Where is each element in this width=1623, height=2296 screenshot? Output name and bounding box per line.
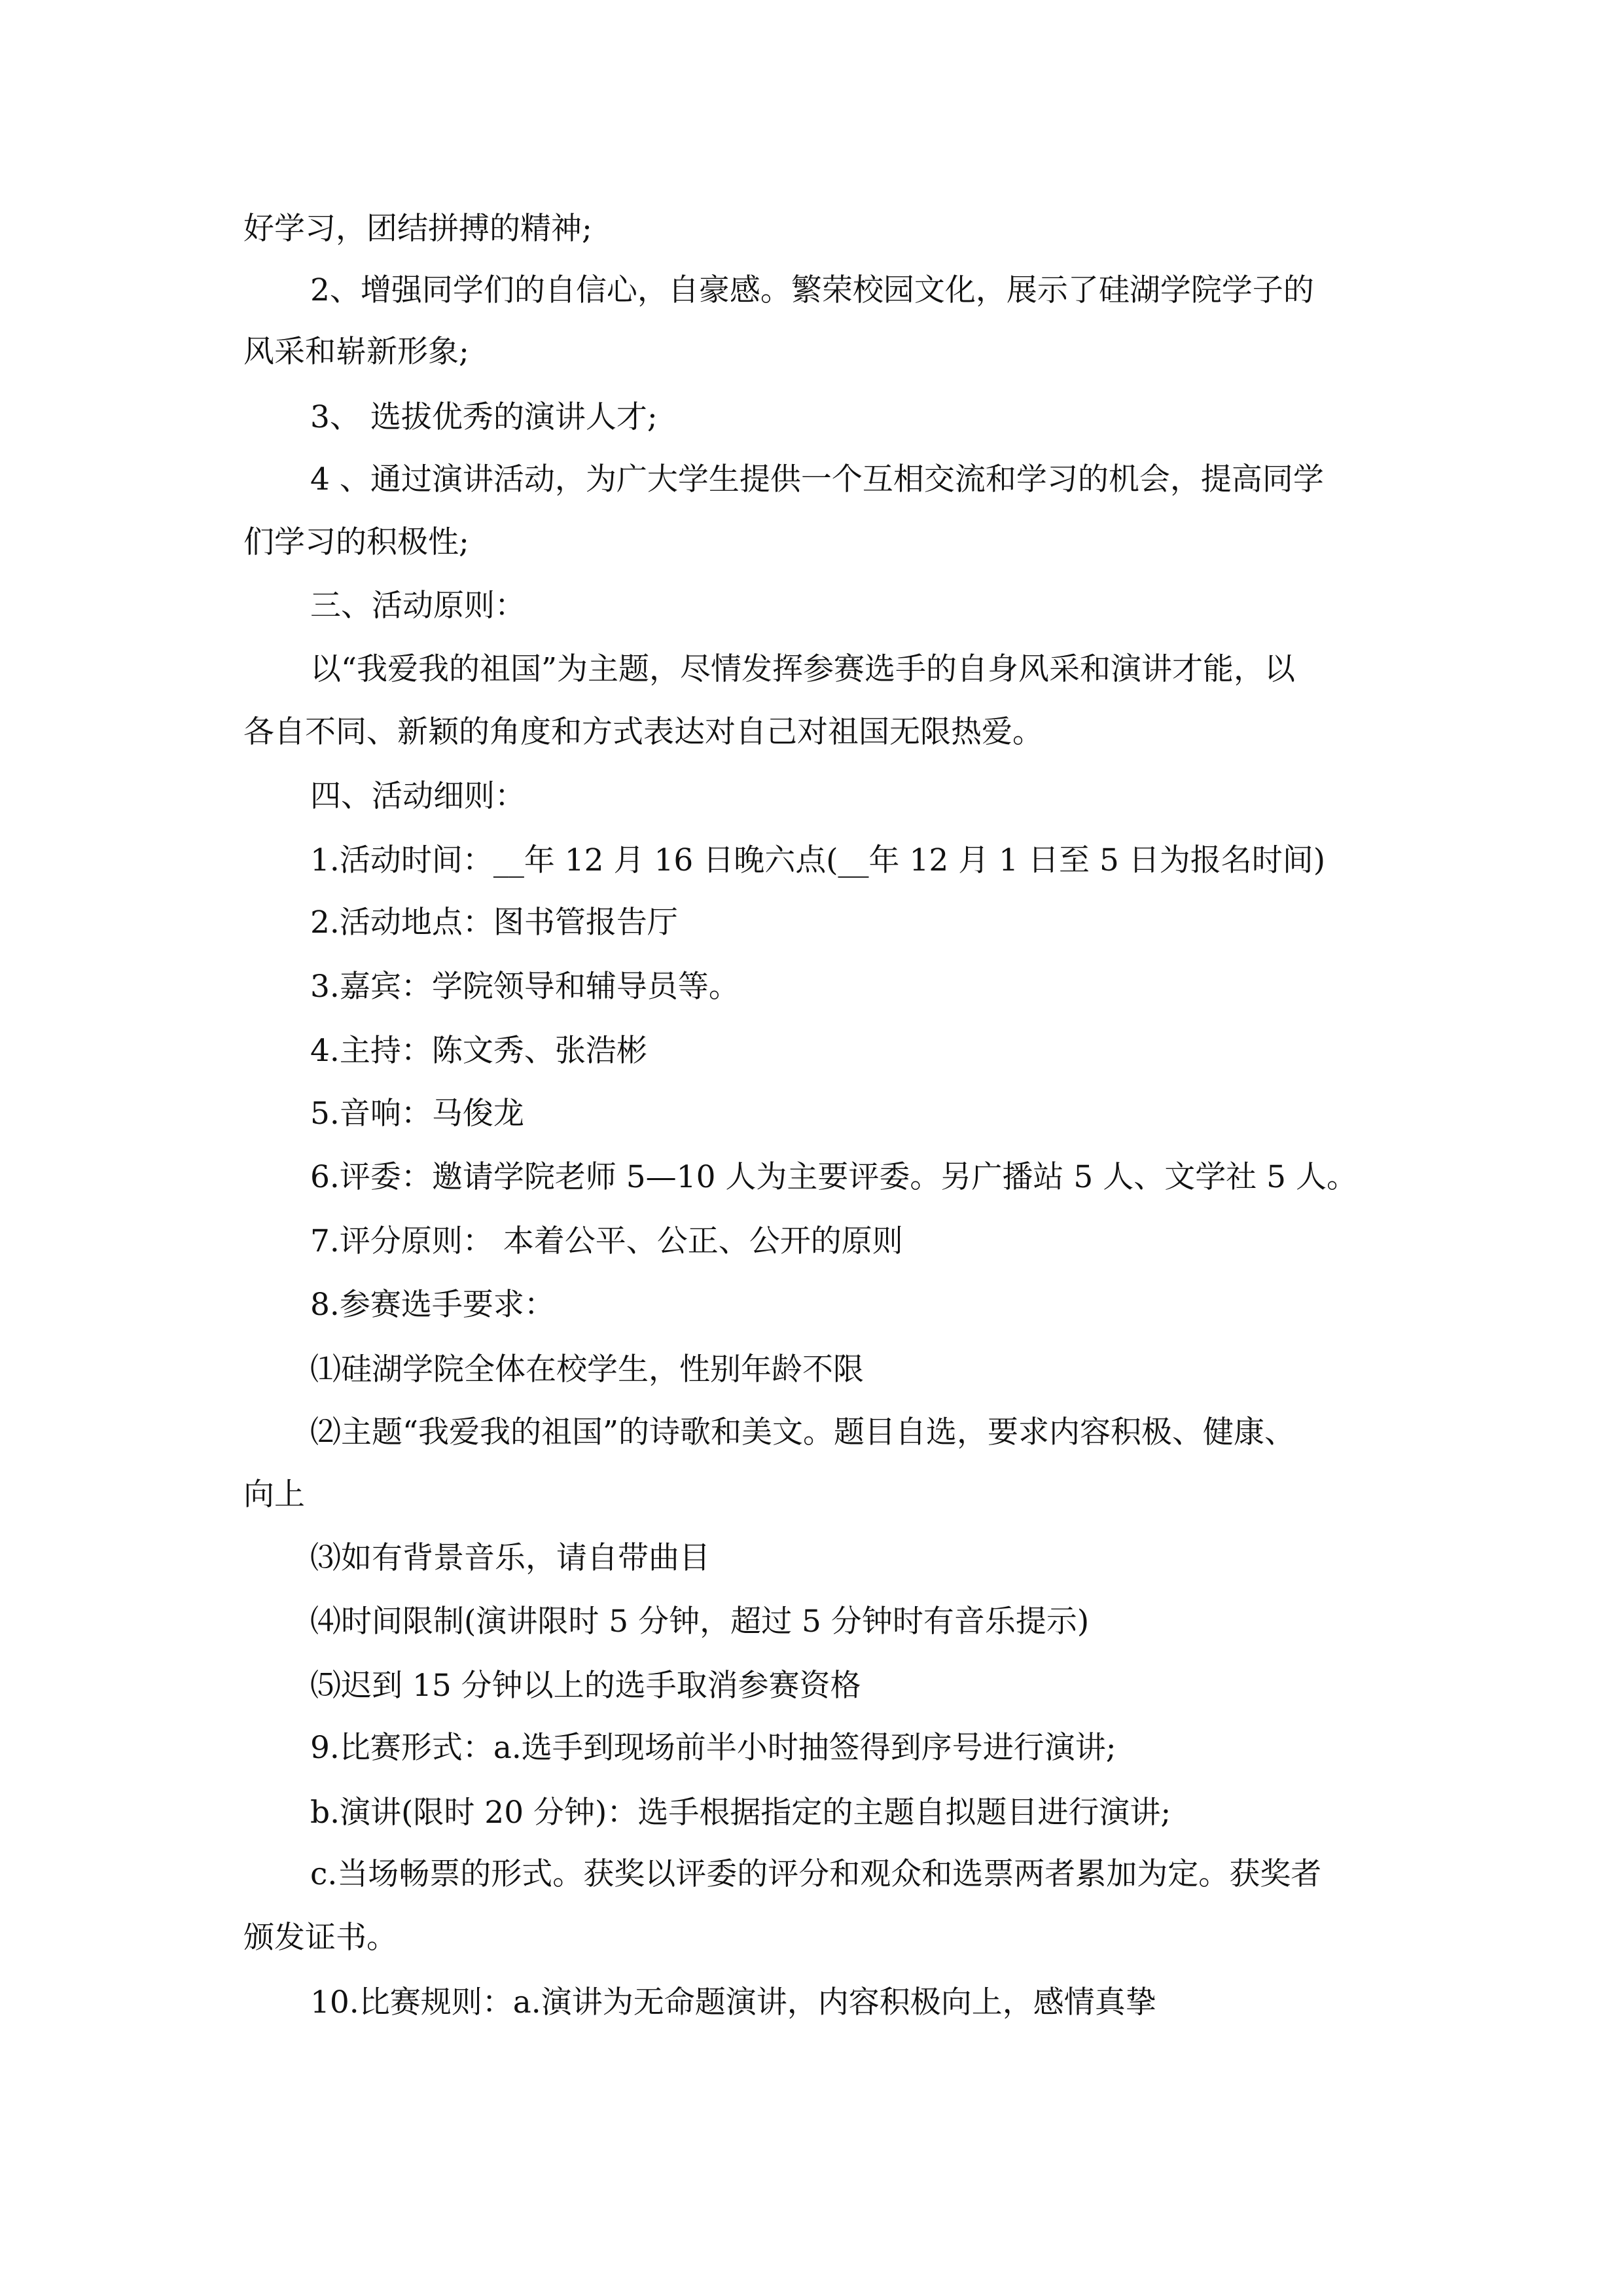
paragraph-line: 颁发证书。: [243, 1920, 397, 1956]
list-item: 3.嘉宾：学院领导和辅导员等。: [310, 969, 740, 1005]
list-item: 8.参赛选手要求：: [310, 1287, 555, 1323]
list-item: b.演讲(限时 20 分钟)：选手根据指定的主题自拟题目进行演讲;: [310, 1795, 1171, 1831]
list-item: ⑸迟到 15 分钟以上的选手取消参赛资格: [310, 1668, 861, 1704]
list-item: 2.活动地点：图书管报告厅: [310, 905, 678, 941]
list-item: ⑴硅湖学院全体在校学生，性别年龄不限: [310, 1352, 864, 1388]
paragraph-line: 2、增强同学们的自信心，自豪感。繁荣校园文化，展示了硅湖学院学子的: [310, 272, 1314, 308]
list-item: 7.评分原则： 本着公平、公正、公开的原则: [310, 1223, 903, 1259]
list-item: 10.比赛规则：a.演讲为无命题演讲，内容积极向上，感情真挚: [310, 1984, 1156, 2020]
section-heading: 三、活动原则：: [310, 588, 526, 624]
list-item: 6.评委：邀请学院老师 5—10 人为主要评委。另广播站 5 人、文学社 5 人。: [310, 1159, 1357, 1195]
list-item: c.当场畅票的形式。获奖以评委的评分和观众和选票两者累加为定。获奖者: [310, 1856, 1322, 1892]
list-item: 9.比赛形式：a.选手到现场前半小时抽签得到序号进行演讲;: [310, 1730, 1116, 1766]
paragraph-line: 各自不同、新颖的角度和方式表达对自己对祖国无限热爱。: [243, 714, 1043, 750]
list-item: ⑵主题“我爱我的祖国”的诗歌和美文。题目自选，要求内容积极、健康、: [310, 1414, 1296, 1450]
section-heading: 四、活动细则：: [310, 778, 526, 814]
list-item: 5.音响：马俊龙: [310, 1096, 524, 1132]
list-item: ⑶如有背景音乐，请自带曲目: [310, 1540, 710, 1576]
list-item: ⑷时间限制(演讲限时 5 分钟，超过 5 分钟时有音乐提示): [310, 1604, 1090, 1640]
paragraph-line: 们学习的积极性;: [243, 524, 469, 560]
paragraph-line: 3、 选拔优秀的演讲人才;: [310, 399, 658, 435]
paragraph-line: 向上: [243, 1477, 305, 1513]
list-item: 4.主持：陈文秀、张浩彬: [310, 1033, 647, 1069]
paragraph-line: 好学习，团结拼搏的精神;: [243, 211, 592, 247]
paragraph-line: 4 、通过演讲活动，为广大学生提供一个互相交流和学习的机会，提高同学: [310, 461, 1324, 497]
list-item: 1.活动时间：__年 12 月 16 日晚六点(__年 12 月 1 日至 5 日为报名时间): [310, 842, 1326, 878]
paragraph-line: 以“我爱我的祖国”为主题，尽情发挥参赛选手的自身风采和演讲才能，以: [310, 651, 1296, 687]
paragraph-line: 风采和崭新形象;: [243, 334, 469, 370]
